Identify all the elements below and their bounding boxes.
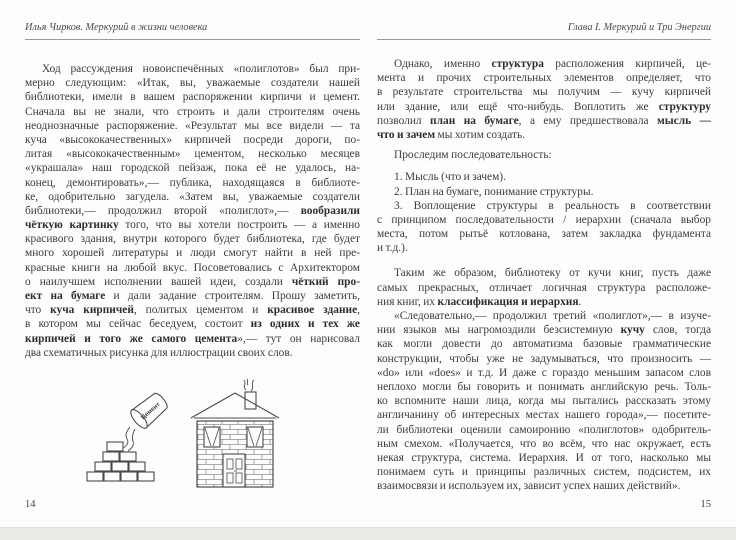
text-line: как могли довести до автоматизма базовые грамматические — [377, 338, 711, 351]
text-line: позволил план на бумаге, а ему предшествовала мысль — — [377, 114, 711, 127]
left-page-text — [25, 40, 360, 360]
page-number-right: 15 — [700, 499, 711, 510]
window-left — [204, 427, 220, 447]
paragraph — [377, 199, 711, 256]
paragraph — [377, 148, 711, 162]
paragraph — [377, 185, 711, 199]
cement-bucket-label: Цемент — [139, 401, 162, 422]
text-line: красивого здания, внутри которого будет библиотека, где будет — [25, 233, 360, 246]
scan-bottom-edge — [0, 527, 736, 540]
paragraph — [25, 62, 360, 360]
text-line: места, потом рытьё котлована, затем закладка фундамента — [377, 228, 711, 241]
text-line: красные книги на любой вкус. Посоветовались с Архитектором — [25, 261, 360, 274]
text-line: с принципом последовательности / иерархии (сначала выбор — [377, 213, 711, 226]
text-line: ке, одобрительно загудела. «Затем вы, уважаемые создатели — [25, 190, 360, 203]
running-head-right: Глава I. Меркурий и Три Энергии — [377, 22, 711, 40]
text-line: много хорошей литературы и люди смогут найти в ней пре- — [25, 247, 360, 260]
paragraph — [377, 57, 711, 142]
text-line: Ход рассуждения новоиспечённых «полиглотов» был при- — [42, 63, 360, 75]
right-page-text — [377, 40, 711, 493]
text-line: Проследим последовательность: — [394, 149, 552, 162]
text-line: «украшала» наш городской пейзаж, пока её не удалось, на- — [25, 162, 360, 175]
text-line: о наилучшем исполнении вашей идеи, создали чёткий про- — [25, 275, 360, 288]
text-line: два схематичных рисунка для иллюстрации своих слов. — [25, 346, 293, 359]
text-line: нии языков мы нагромоздили безсистемную кучу слов, тогда — [377, 324, 711, 337]
text-line: конец, демонтировать»,— публика, находящаяся в библиоте- — [25, 176, 360, 189]
text-line: Сначала вы не знали, что строить и дали строителям очень — [25, 105, 360, 118]
text-line: 2. План на бумаге, понимание структуры. — [394, 185, 594, 198]
text-line: ным смехом. «Получается, что во всём, что нас окружает, есть — [377, 437, 711, 450]
smoke — [244, 379, 254, 391]
page-number-left: 14 — [25, 499, 36, 510]
text-line: ния книг, их классификация и иерархия. — [377, 295, 582, 308]
text-line: что куча кирпичей, политых цементом и красивое здание, — [25, 304, 360, 317]
text-line: некая структура, система. Иерархия. И от того, насколько мы — [377, 451, 711, 464]
text-line: кирпичей и того же самого цемента»,— тут он нарисовал — [25, 332, 360, 345]
text-line: библиотеки, имели в вашем распоряжении кирпичи и цемент. — [25, 91, 360, 104]
text-line: неоднозначные распоряжение. «Результат мы все видели — та — [25, 119, 360, 132]
cement-bucket — [128, 392, 171, 431]
text-line: ко вспомните наши лица, когда мы пытались рассказать этому — [377, 395, 711, 408]
house-svg — [190, 374, 280, 492]
text-line: мента и прочих строительных элементов определяет, что — [377, 72, 711, 85]
text-line: 1. Мысль (что и зачем). — [394, 171, 506, 184]
paragraph — [377, 266, 711, 309]
text-line: конструкции, чтобы уже не задумываться, что произносить — — [377, 352, 711, 365]
text-line: ект на бумаге и дали задание строителям. Прошу заметить, — [25, 290, 360, 302]
text-line: библиотеки,— продолжил второй «полиглот»,— вообразили — [25, 204, 360, 217]
bricks-cement-svg — [78, 392, 178, 487]
text-line: понимаем суть и принципы различных систем, подсистем, их — [377, 466, 711, 479]
text-line: 3. Воплощение структуры в реальность в соответствии — [394, 199, 711, 212]
text-line: «do» или «does» и т.д. И даже с гораздо меньшим запасом слов — [377, 366, 711, 379]
text-line: самых прекрасных, отличает логичная структура расположе- — [377, 281, 711, 294]
window-right — [247, 427, 263, 447]
text-line: «Следовательно,— продолжил третий «полиглот»,— в изуче- — [394, 310, 711, 322]
text-line: ли библиотеки оценили самоиронию «полиглотов» одобритель- — [377, 423, 711, 436]
text-line: чёткую картинку того, что вы хотели построить — а именно — [25, 219, 360, 232]
text-line: англичанину об интересных местах нашего города»,— посетите- — [377, 409, 711, 422]
roof — [191, 393, 279, 418]
house-drawing — [190, 374, 280, 492]
door — [223, 454, 245, 487]
brick-pile — [87, 442, 154, 481]
paragraph — [377, 309, 711, 493]
bricks-cement-drawing — [78, 392, 178, 487]
text-line: Однако, именно структура расположения кирпичей, це- — [394, 58, 711, 70]
text-line: литая «высококачественным» цементом, несколько месяцев — [25, 148, 360, 161]
text-line: и т.д.). — [377, 242, 408, 255]
text-line: в результате строительства мы получим — кучу кирпичей — [377, 86, 711, 99]
text-line: Таким же образом, библиотеку от кучи книг, пусть даже — [394, 267, 711, 280]
text-line: в котором мы сейчас беседуем, состоит из одних и тех же — [25, 318, 360, 331]
text-line: или здание, или ещё что-нибудь. Воплотить же структуру — [377, 100, 711, 113]
running-head-left: Илья Чирков. Меркурий в жизни человека — [25, 22, 360, 40]
chimney — [245, 392, 256, 409]
text-line: куча «высококачественных» кирпичей посреди дороги, по- — [25, 133, 360, 146]
text-line: мерно следующим: «Итак, вы, уважаемые создатели нашей — [25, 77, 360, 90]
paragraph — [377, 170, 711, 184]
text-line: взаимосвязи и используем их, зависит успех наших действий». — [377, 480, 681, 493]
text-line: что и зачем мы хотим создать. — [377, 128, 525, 141]
text-line: неплохо могли бы говорить и понимать английскую речь. Толь- — [377, 380, 711, 393]
